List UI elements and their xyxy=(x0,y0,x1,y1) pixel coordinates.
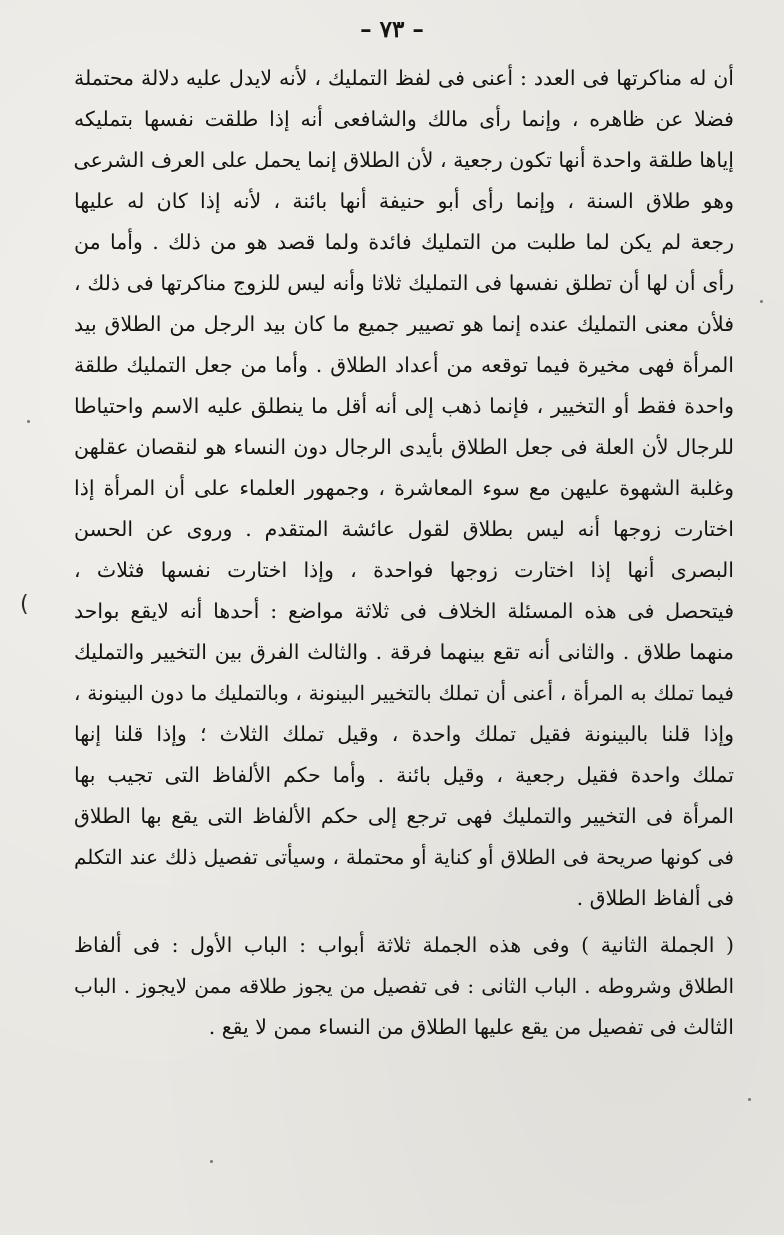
text-line: للرجال لأن العلة فى جعل الطلاق بأيدى الرجال دون النساء هو لنقصان عقلهن xyxy=(74,435,734,459)
text-line: فى كونها صريحة فى الطلاق أو كناية أو محتملة ، وسيأتى تفصيل ذلك عند التكلم xyxy=(74,845,734,869)
text-line: البصرى أنها إذا اختارت زوجها فواحدة ، وإذا اختارت نفسها فثلاث ، xyxy=(74,558,734,582)
text-line: وغلبة الشهوة عليهن مع سوء المعاشرة ، وجمهور العلماء على أن المرأة إذا xyxy=(74,476,734,500)
margin-bracket-mark: ( xyxy=(20,592,29,617)
text-line: فلأن معنى التمليك عنده إنما هو تصيير جميع ما كان بيد الرجل من الطلاق بيد xyxy=(74,312,734,336)
text-line: وإذا قلنا بالبينونة فقيل تملك واحدة ، وقيل تملك الثلاث ؛ وإذا قلنا إنها xyxy=(74,722,734,746)
text-line: المرأة فهى مخيرة فيما توقعه من أعداد الطلاق . وأما من جعل التمليك طلقة xyxy=(74,353,734,377)
body-text xyxy=(74,58,734,1048)
text-line: فضلا عن ظاهره ، وإنما رأى مالك والشافعى أنه إذا طلقت نفسها بتمليكه xyxy=(74,107,734,131)
text-line: منهما طلاق . والثانى أنه تقع بينهما فرقة . والثالث الفرق بين التخيير والتمليك xyxy=(74,640,734,664)
text-line: الطلاق وشروطه . الباب الثانى : فى تفصيل من يجوز طلاقه ممن لايجوز . الباب xyxy=(74,974,734,998)
text-line: أن له مناكرتها فى العدد : أعنى فى لفظ التمليك ، لأنه لايدل عليه دلالة محتملة xyxy=(74,66,734,90)
text-line: رأى أن لها أن تطلق نفسها فى التمليك ثلاثا وأنه ليس للزوج مناكرتها فى ذلك ، xyxy=(74,271,734,295)
text-line: إياها طلقة واحدة أنها تكون رجعية ، لأن الطلاق إنما يحمل على العرف الشرعى xyxy=(73,148,734,172)
text-line-final: فى ألفاظ الطلاق . xyxy=(576,886,734,910)
paragraph-2 xyxy=(74,925,734,1048)
text-line: المرأة فى التخيير والتمليك فهى ترجع إلى حكم الألفاظ التى يقع بها الطلاق xyxy=(74,804,734,828)
text-line: ( الجملة الثانية ) وفى هذه الجملة ثلاثة أبواب : الباب الأول : فى ألفاظ xyxy=(74,933,734,957)
scan-speck xyxy=(27,420,30,423)
scan-speck xyxy=(760,300,763,303)
text-line: وهو طلاق السنة ، وإنما رأى أبو حنيفة أنها بائنة ، لأنه إذا كان له عليها xyxy=(74,189,734,213)
text-line: اختارت زوجها أنه ليس بطلاق لقول عائشة المتقدم . وروى عن الحسن xyxy=(74,517,734,541)
text-line: فيما تملك به المرأة ، أعنى أن تملك بالتخيير البينونة ، وبالتمليك ما دون البينونة ، xyxy=(74,681,734,705)
paragraph-1 xyxy=(74,58,734,919)
scan-speck xyxy=(210,1160,213,1163)
scan-speck xyxy=(748,1098,751,1101)
text-line: رجعة لم يكن لما طلبت من التمليك فائدة ولما قصد هو من ذلك . وأما من xyxy=(74,230,734,254)
text-line: واحدة فقط أو التخيير ، فإنما ذهب إلى أنه أقل ما ينطلق عليه الاسم واحتياطا xyxy=(74,394,734,418)
text-line: فيتحصل فى هذه المسئلة الخلاف فى ثلاثة مواضع : أحدها أنه لايقع بواحد xyxy=(74,599,734,623)
text-line-final: الثالث فى تفصيل من يقع عليها الطلاق من النساء ممن لا يقع . xyxy=(208,1015,734,1039)
text-line: تملك واحدة فقيل رجعية ، وقيل بائنة . وأما حكم الألفاظ التى تجيب بها xyxy=(74,763,734,787)
page-number: – ٧٣ – xyxy=(360,16,424,43)
